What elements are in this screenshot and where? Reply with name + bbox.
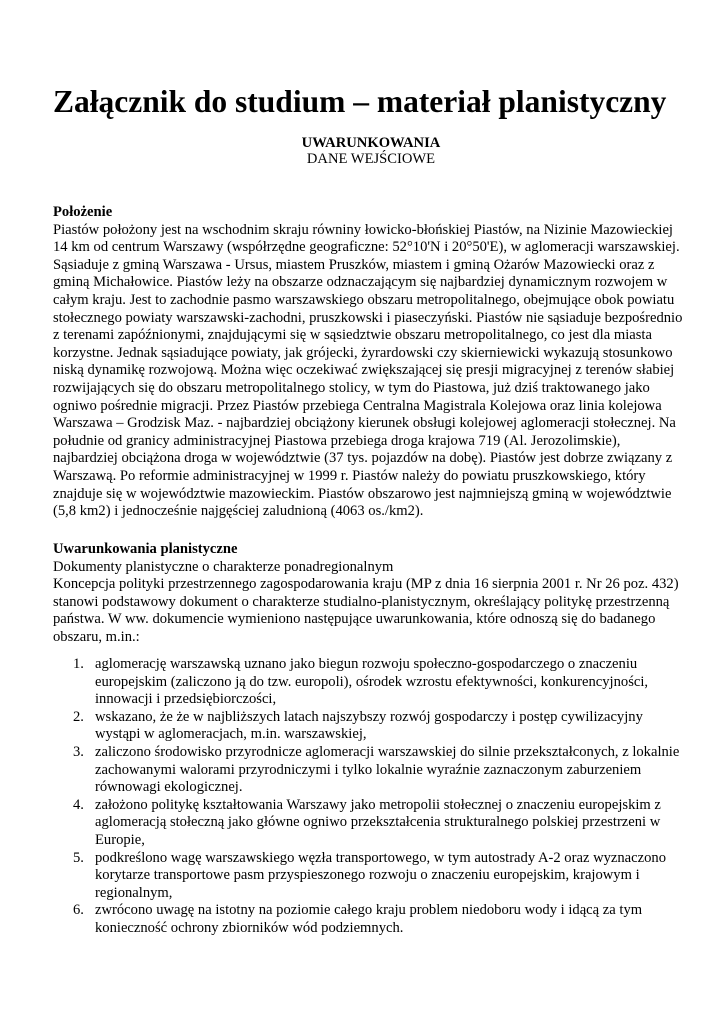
list-item-text: zaliczono środowisko przyrodnicze aglomeracji warszawskiej do silnie przekształconych, z lokalnie zachowanymi walorami przyrodniczymi i tylko lokalnie wyraźnie zaznaczonym zaburzeniem równowagi ekologicznej.: [95, 743, 680, 796]
list-item: [53, 797, 688, 850]
list-item: [53, 744, 688, 797]
list-item-number: 6.: [73, 902, 84, 919]
list-item-number: 3.: [73, 743, 84, 760]
section-subtitle: DANE WEJŚCIOWE: [306, 151, 436, 167]
uwarunkowania-subheading: Dokumenty planistyczne o charakterze ponadregionalnym: [53, 558, 394, 575]
conditions-list: [53, 656, 688, 938]
list-item-text: założono politykę kształtowania Warszawy jako metropolii stołecznej o znaczeniu europejskim z aglomeracją stołeczną jako główne ogniwo przekształcenia strukturalnego polskiej przestrzeni w Europie,: [95, 796, 661, 848]
list-item: [53, 902, 688, 937]
list-item-number: 5.: [73, 849, 84, 866]
list-item-number: 2.: [73, 708, 84, 725]
uwarunkowania-heading: Uwarunkowania planistyczne: [53, 541, 238, 557]
polozenie-paragraph: Piastów położony jest na wschodnim skraju równiny łowicko-błońskiej Piastów, na Nizinie Mazowieckiej 14 km od centrum Warszawy (współrzędne geograficzne: 52°10'N i 20°50'E), w aglomeracji warszawskiej. Sąsiaduje z gminą Warszawa - Ursus, miastem Pruszków, miastem i gminą Ożarów Mazowiecki oraz z gminą Michałowice. Piastów leży na obszarze odznaczającym się najbardziej dynamicznym rozwojem w całym kraju. Jest to zachodnie pasmo warszawskiego obszaru metropolitalnego, obejmujące obok powiatu stołecznego powiaty warszawski-zachodni, pruszkowski i piaseczyński. Piastów nie sąsiaduje bezpośrednio z terenami zapóźnionymi, znajdującymi się w sąsiedztwie obszaru metropolitalnego, co jest dla miasta korzystne. Jednak sąsiadujące powiaty, jak grójecki, żyrardowski czy skierniewicki wykazują stosunkowo niską dynamikę rozwojową. Można więc oczekiwać zwiększającej się presji migracyjnej z terenów słabiej rozwijających się do obszaru metropolitalnego stolicy, w tym do Piastowa, już dziś traktowanego jako ogniwo pośrednie migracji. Przez Piastów przebiega Centralna Magistrala Kolejowa oraz linia kolejowa Warszawa – Grodzisk Maz. - najbardziej obciążony kierunek obsługi kolejowej aglomeracji stołecznej. Na południe od granicy administracyjnej Piastowa przebiega droga krajowa 719 (Al. Jerozolimskie), najbardziej obciążona droga w województwie (37 tys. pojazdów na dobę). Piastów jest dobrze związany z Warszawą. Po reformie administracyjnej w 1999 r. Piastów należy do powiatu pruszkowskiego, który znajduje się w województwie mazowieckim. Piastów obszarowo jest najmniejszą gminą w województwie (5,8 km2) i jednocześnie najgęściej zaludnioną (4063 os./km2).: [53, 221, 683, 520]
list-item: [53, 850, 688, 903]
section-uwarunkowania: [53, 541, 688, 647]
list-item-number: 4.: [73, 796, 84, 813]
uwarunkowania-paragraph: Koncepcja polityki przestrzennego zagospodarowania kraju (MP z dnia 16 sierpnia 2001 r. Nr 26 poz. 432) stanowi podstawowy dokument o charakterze studialno-planistycznym, określający politykę przestrzenną państwa. W ww. dokumencie wymieniono następujące uwarunkowania, które odnoszą się do badanego obszaru, m.in.:: [53, 576, 679, 645]
document-title: Załącznik do studium – materiał planistyczny: [53, 84, 667, 119]
polozenie-heading: Położenie: [53, 204, 113, 220]
list-item-number: 1.: [73, 656, 84, 672]
section-polozenie: [53, 204, 688, 521]
list-item-text: zwrócono uwagę na istotny na poziomie całego kraju problem niedoboru wody i idącą za tym konieczność ochrony zbiorników wód podziemnych.: [95, 902, 643, 936]
section-title: UWARUNKOWANIA: [301, 135, 441, 151]
list-item-text: aglomerację warszawską uznano jako biegun rozwoju społeczno-gospodarczego o znaczeniu europejskim (zaliczono ją do tzw. europoli), ośrodek wzrostu efektywności, konkurencyjności, innowacji i przedsiębiorczości,: [95, 656, 649, 708]
list-item-text: wskazano, że że w najbliższych latach najszybszy rozwój gospodarczy i postęp cywilizacyjny wystąpi w aglomeracjach, m.in. warszawskiej,: [95, 708, 643, 743]
list-item: [53, 656, 688, 709]
list-item-text: podkreślono wagę warszawskiego węzła transportowego, w tym autostrady A-2 oraz wyznaczono korytarze transportowe pasm przyspieszonego rozwoju o znaczeniu europejskim, krajowym i regionalnym,: [95, 849, 667, 901]
list-item: [53, 709, 688, 744]
